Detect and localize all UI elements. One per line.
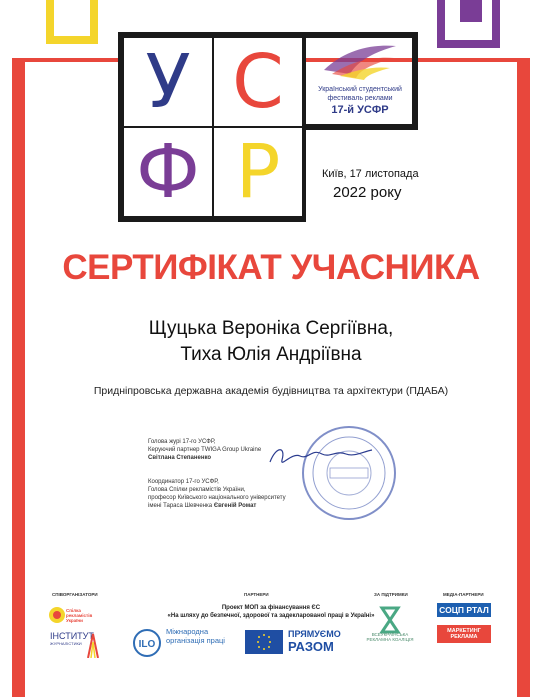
swoosh-icon [320, 40, 400, 80]
logo-grid-line [306, 124, 418, 130]
festival-name-line2: фестиваль реклами [327, 95, 393, 102]
ilo-logo-icon [132, 628, 162, 658]
signatory-2-position: Голова Спілки рекламістів України, [148, 487, 246, 493]
decorative-purple-fill [460, 0, 482, 22]
signatory-2-name: Євгеній Ромат [213, 503, 257, 509]
logo-grid-line [306, 32, 418, 38]
signatory-1-position: Керуючий партнер TWIGA Group Ukraine [148, 447, 262, 453]
festival-emblem [310, 40, 410, 122]
institute-logo-icon [86, 632, 100, 658]
svg-text:ILO: ILO [138, 639, 156, 650]
support-organization-name: ВСЕУКРАЇНСЬКА РЕКЛАМНА КОАЛІЦІЯ [366, 632, 414, 642]
recipient-name-1: Щуцька Вероніка Сергіївна, [148, 318, 394, 339]
logo-letter-f: Ф [124, 128, 212, 216]
logo-letter-u: У [124, 38, 212, 126]
coorganizers-label: СПІВОРГАНІЗАТОРИ [52, 592, 98, 597]
coorganizer-2-subname: ЖУРНАЛІСТИКИ [50, 641, 82, 646]
eu-flag-icon [245, 630, 283, 654]
frame-right-bar [517, 58, 530, 697]
media-partner-1: СОЦП РТАЛ [437, 603, 491, 617]
festival-logo-grid [118, 32, 306, 222]
signatory-2-role: Координатор 17-го УСФР, [148, 479, 219, 485]
coorganizer-1-name: Спілка рекламістів України [66, 608, 93, 623]
institution-name: Придніпровська державна академія будівництва та архітектури (ПДАБА) [93, 385, 449, 397]
official-stamp [300, 424, 398, 522]
media-partners-label: МЕДІА-ПАРТНЕРИ [443, 592, 484, 597]
signatory-2-affiliation: професор Київського національного університету [148, 495, 286, 501]
partners-label: ПАРТНЕРИ [244, 592, 269, 597]
event-place-date: Київ, 17 листопада [322, 168, 419, 180]
logo-letter-r: Р [214, 128, 302, 216]
support-label: ЗА ПІДТРИМКИ [374, 592, 408, 597]
project-title: Проект МОП за фінансування ЄС [221, 605, 321, 611]
logo-letter-s: С [214, 38, 302, 126]
ilo-name: Міжнародна організація праці [166, 627, 225, 645]
signatory-1-role: Голова журі 17-го УСФР, [148, 439, 216, 445]
handwritten-signature [266, 440, 376, 472]
frame-left-bar [12, 58, 25, 697]
decorative-yellow-square [46, 0, 98, 44]
signatory-1-name: Світлана Степаненко [148, 455, 212, 461]
festival-edition: 17-й УСФР [331, 104, 389, 116]
eu-slogan-line1: ПРЯМУЄМО [288, 629, 341, 639]
certificate-title: СЕРТИФІКАТ УЧАСНИКА [62, 248, 480, 287]
logo-grid-line [412, 32, 418, 130]
event-year: 2022 року [333, 184, 402, 201]
festival-name-line1: Український студентський [318, 86, 402, 93]
project-subtitle: «На шляху до безпечної, здорової та задекларованої праці в Україні» [167, 613, 375, 619]
media-partner-2: МАРКЕТИНГ РЕКЛАМА [437, 625, 491, 643]
coorganizer-2-name: ІНСТИТУТ [50, 631, 94, 641]
signatory-2-affiliation-2: імені Тараса Шевченка Євгеній Ромат [148, 503, 257, 509]
recipient-name-2: Тиха Юлія Андріївна [180, 344, 362, 365]
eu-slogan-line2: РАЗОМ [288, 639, 334, 654]
